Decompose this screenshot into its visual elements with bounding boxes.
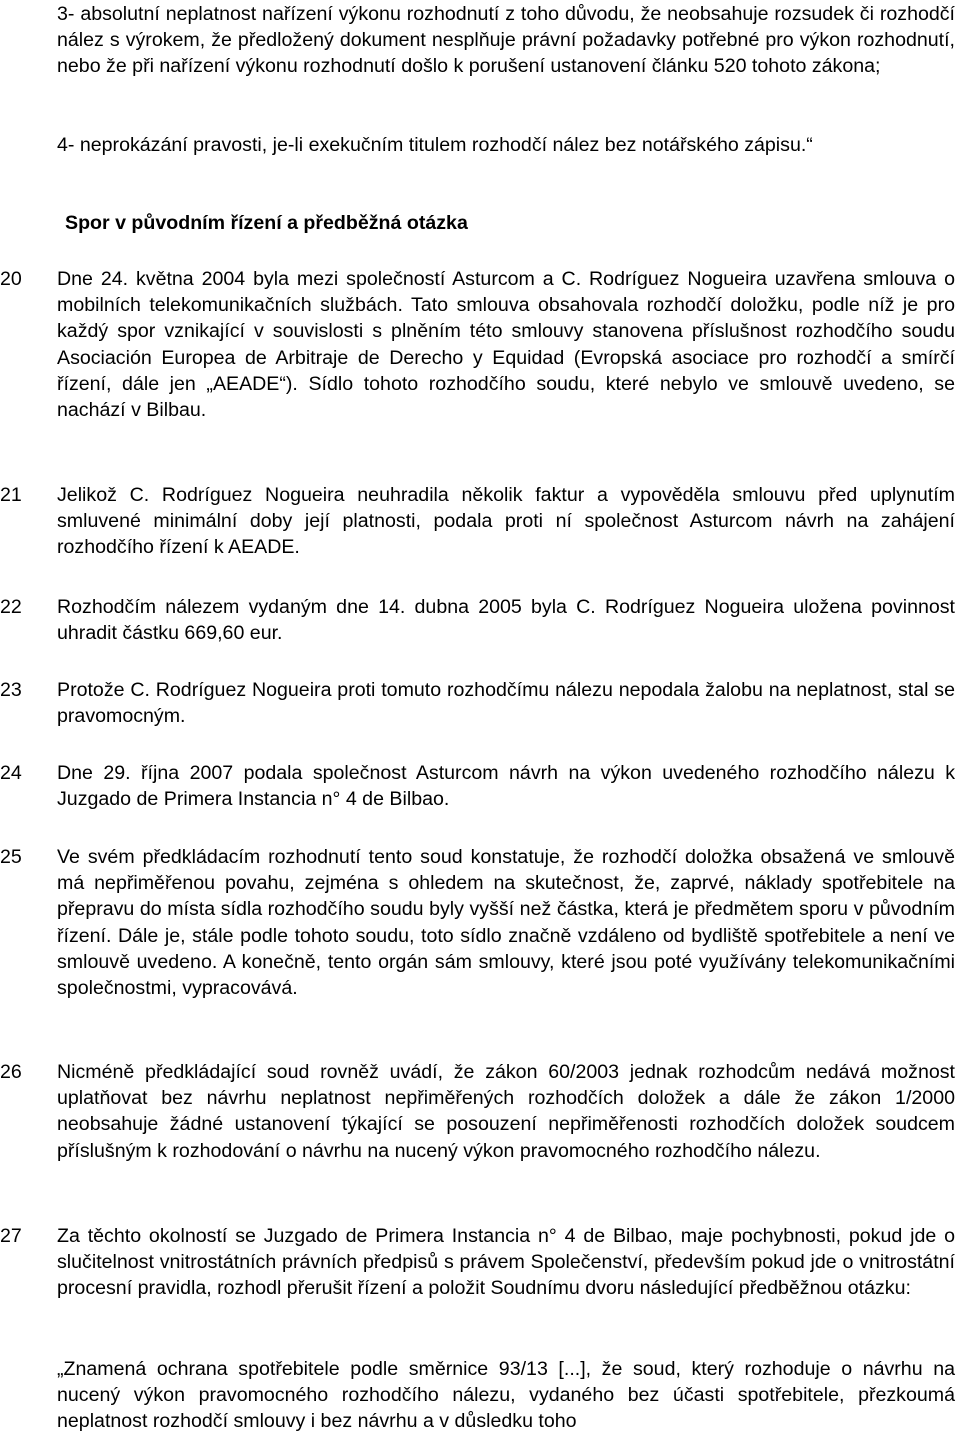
paragraph-text: Dne 24. května 2004 byla mezi společností Asturcom a C. Rodríguez Nogueira uzavřena smlouva o mobilních telekomunikačních službách. Tato smlouva obsahovala rozhodčí doložku, podle níž je pro každý spor vznikající v souvislosti s plněním této smlouvy stanovena příslušnost rozhodčího soudu Asociación Europea de Arbitraje de Derecho y Equidad (Evropská asociace pro rozhodčí a smírčí řízení, dále jen „AEADE“). Sídlo tohoto rozhodčího soudu, které nebylo ve smlouvě uvedeno, se nachází v Bilbau. — [57, 268, 955, 422]
intro-item-3: 3- absolutní neplatnost nařízení výkonu rozhodnutí z toho důvodu, že neobsahuje rozsudek či rozhodčí nález s výrokem, že předložený dokument nesplňuje právní požadavky potřebné pro výkon rozhodnutí, nebo že při nařízení výkonu rozhodnutí došlo k porušení ustanovení článku 520 tohoto zákona; — [57, 3, 955, 78]
paragraph-text: Rozhodčím nálezem vydaným dne 14. dubna 2005 byla C. Rodríguez Nogueira uložena povinnost uhradit částku 669,60 eur. — [57, 596, 955, 645]
paragraph-text: Ve svém předkládacím rozhodnutí tento soud konstatuje, že rozhodčí doložka obsažená ve smlouvě má nepřiměřenou povahu, zejména s ohledem na skutečnost, že, zaprvé, náklady spotřebitele na přepravu do místa sídla rozhodčího soudu byly vyšší než částka, která je předmětem sporu v původním řízení. Dále je, stále podle tohoto soudu, toto sídlo značně vzdáleno od bydliště spotřebitele a není ve smlouvě uvedeno. A konečně, tento orgán sám smlouvy, které jsou poté využívány telekomunikačními společnostmi, vypracovává. — [57, 846, 955, 1000]
paragraph-number: 23 — [0, 679, 22, 701]
paragraph-number: 27 — [0, 1225, 22, 1247]
paragraph-text: Jelikož C. Rodríguez Nogueira neuhradila několik faktur a vypověděla smlouvu před uplynutím smluvené minimální doby její platnosti, podala proti ní společnost Asturcom návrh na zahájení rozhodčího řízení k AEADE. — [57, 484, 955, 559]
paragraph-number: 21 — [0, 484, 22, 506]
paragraph-text: Nicméně předkládající soud rovněž uvádí, že zákon 60/2003 jednak rozhodcům nedává možnost uplatňovat bez návrhu neplatnost nepřiměřených rozhodčích doložek a dále že zákon 1/2000 neobsahuje žádné ustanovení týkající se posouzení nepřiměřenosti rozhodčích doložek soudcem příslušným k rozhodování o návrhu na nucený výkon pravomocného rozhodčího nálezu. — [57, 1061, 955, 1162]
paragraph-number: 24 — [0, 762, 22, 784]
intro-item-4: 4- neprokázání pravosti, je-li exekučním titulem rozhodčí nález bez notářského zápisu.“ — [57, 134, 813, 156]
paragraph-text: Za těchto okolností se Juzgado de Primera Instancia n° 4 de Bilbao, maje pochybnosti, pokud jde o slučitelnost vnitrostátních právních předpisů s právem Společenství, především pokud jde o vnitrostátní procesní pravidla, rozhodl přerušit řízení a položit Soudnímu dvoru následující předběžnou otázku: — [57, 1225, 955, 1300]
paragraph-text: Dne 29. října 2007 podala společnost Asturcom návrh na výkon uvedeného rozhodčího nálezu k Juzgado de Primera Instancia n° 4 de Bilbao. — [57, 762, 955, 811]
paragraph-number: 20 — [0, 268, 22, 290]
paragraph-number: 25 — [0, 846, 22, 868]
question-text: „Znamená ochrana spotřebitele podle směrnice 93/13 [...], že soud, který rozhoduje o návrhu na nucený výkon pravomocného rozhodčího nálezu, vydaného bez účasti spotřebitele, přezkoumá neplatnost rozhodčí smlouvy i bez návrhu a v důsledku toho — [57, 1358, 955, 1433]
section-heading: Spor v původním řízení a předběžná otázka — [65, 212, 468, 234]
paragraph-text: Protože C. Rodríguez Nogueira proti tomuto rozhodčímu nálezu nepodala žalobu na neplatnost, stal se pravomocným. — [57, 679, 955, 728]
paragraph-number: 22 — [0, 596, 22, 618]
paragraph-number: 26 — [0, 1061, 22, 1083]
